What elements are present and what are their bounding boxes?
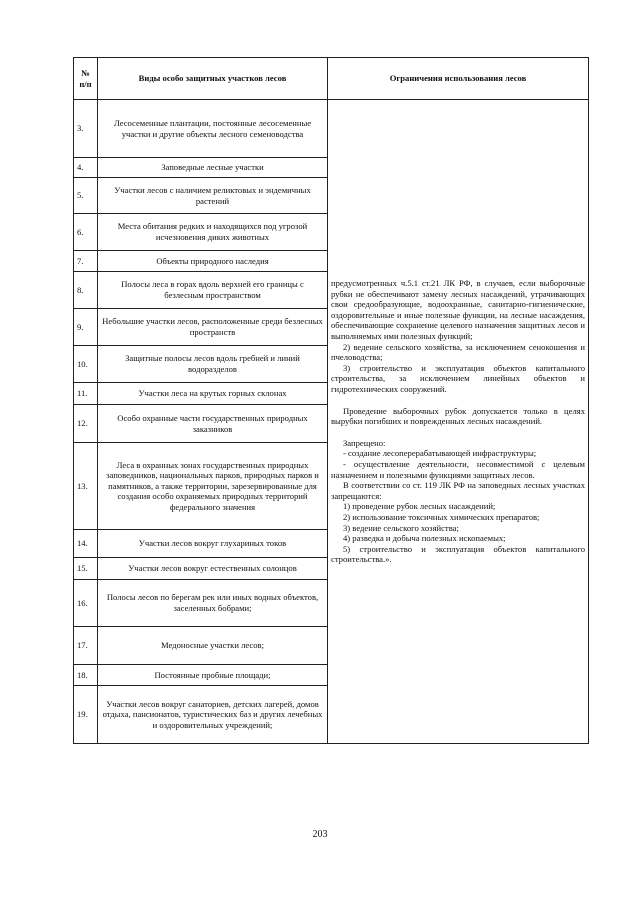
restriction-text: - создание лесоперерабатывающей инфраструктуры; — [343, 448, 537, 459]
row-num: 17. — [74, 627, 98, 665]
row-kind: Места обитания редких и находящихся под угрозой исчезновения диких животных — [98, 214, 328, 251]
header-kind: Виды особо защитных участков лесов — [98, 58, 328, 100]
restriction-text: 1) проведение рубок лесных насаждений; — [343, 501, 496, 512]
row-num: 4. — [74, 158, 98, 178]
restriction-text: Проведение выборочных рубок допускается только в целях вырубки погибших и поврежденных лесных насаждений. — [331, 405, 585, 427]
restriction-cell — [328, 100, 589, 744]
restriction-text: В соответствии со ст. 119 ЛК РФ на заповедных лесных участках запрещаются: — [331, 480, 585, 501]
row-num: 12. — [74, 405, 98, 443]
row-num: 7. — [74, 251, 98, 272]
row-kind: Участки лесов вокруг санаториев, детских лагерей, домов отдыха, пансионатов, туристических баз и других лечебных и оздоровительных учреждений; — [98, 686, 328, 744]
row-num: 13. — [74, 443, 98, 530]
row-kind: Особо охранные части государственных природных заказников — [98, 405, 328, 443]
restriction-text: предусмотренных ч.5.1 ст.21 ЛК РФ, в случаев, если выборочные рубки не обеспечивают замену лесных насаждений, утрачивающих свои средообразующие, водоохранные, санитарно-гигиенические, оздоровительные и иные полезные функции, на лесные насаждения, обеспечивающие сохранение целевого назначения защитных лесов и выполняемых ими полезных функций; — [331, 278, 585, 342]
table-header-row — [74, 58, 589, 100]
header-num: № п/п — [74, 58, 98, 100]
row-kind: Участки леса на крутых горных склонах — [98, 383, 328, 405]
restriction-text: 3) строительство и эксплуатация объектов капитального строительства, за исключением линейных объектов и гидротехнических сооружений. — [331, 362, 585, 395]
page-number: 203 — [312, 829, 328, 840]
row-num: 15. — [74, 558, 98, 580]
restriction-text: Запрещено: — [343, 437, 386, 448]
restriction-text: 5) строительство и эксплуатация объектов капитального строительства.». — [331, 543, 585, 565]
restriction-text: - осуществление деятельности, несовместимой с целевым назначением и полезными функциями защитных лесов. — [331, 458, 585, 480]
row-num: 14. — [74, 530, 98, 558]
row-kind: Полосы леса в горах вдоль верхней его границы с безлесным пространством — [98, 272, 328, 309]
row-kind: Постоянные пробные площади; — [98, 665, 328, 686]
header-restriction: Ограничения использования лесов — [328, 58, 589, 100]
row-kind: Леса в охранных зонах государственных природных заповедников, национальных парков, природных парков и памятников, а также территории, зарезервированные для создания особо охраняемых природных территорий федерального значения — [98, 443, 328, 530]
restriction-text: 2) ведение сельского хозяйства, за исключением сенокошения и пчеловодства; — [331, 341, 585, 363]
row-kind: Участки лесов с наличием реликтовых и эндемичных растений — [98, 178, 328, 214]
row-num: 16. — [74, 580, 98, 627]
row-num: 18. — [74, 665, 98, 686]
protective-forest-table — [73, 57, 589, 744]
row-kind: Небольшие участки лесов, расположенные среди безлесных пространств — [98, 309, 328, 346]
row-kind: Полосы лесов по берегам рек или иных водных объектов, заселенных бобрами; — [98, 580, 328, 627]
row-num: 5. — [74, 178, 98, 214]
row-num: 9. — [74, 309, 98, 346]
row-kind: Участки лесов вокруг естественных солонцов — [98, 558, 328, 580]
row-kind: Участки лесов вокруг глухариных токов — [98, 530, 328, 558]
row-num: 8. — [74, 272, 98, 309]
restriction-text: 3) ведение сельского хозяйства; — [343, 522, 459, 533]
row-num: 11. — [74, 383, 98, 405]
row-kind: Защитные полосы лесов вдоль гребней и линий водоразделов — [98, 346, 328, 383]
restriction-text: 4) разведка и добыча полезных ископаемых; — [343, 533, 506, 544]
row-num: 19. — [74, 686, 98, 744]
row-kind: Лесосеменные плантации, постоянные лесосеменные участки и другие объекты лесного семеноводства — [98, 100, 328, 158]
row-num: 3. — [74, 100, 98, 158]
row-kind: Объекты природного наследия — [98, 251, 328, 272]
row-num: 10. — [74, 346, 98, 383]
row-num: 6. — [74, 214, 98, 251]
row-kind: Медоносные участки лесов; — [98, 627, 328, 665]
table-row — [74, 100, 589, 158]
row-kind: Заповедные лесные участки — [98, 158, 328, 178]
restriction-text: 2) использование токсичных химических препаратов; — [343, 511, 540, 522]
